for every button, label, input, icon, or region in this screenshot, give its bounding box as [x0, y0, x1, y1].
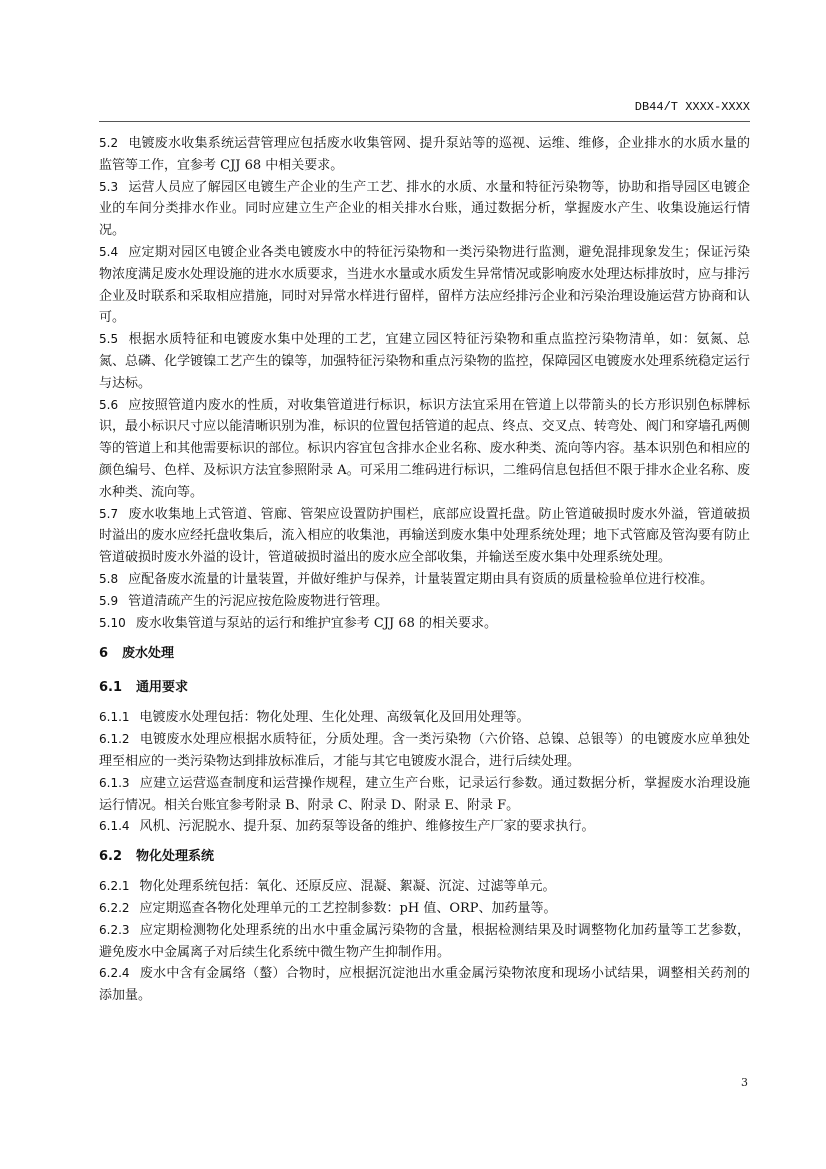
- clause-text: 根据水质特征和电镀废水集中处理的工艺，宜建立园区特征污染物和重点监控污染物清单，如：氨氮、总氮、总磷、化学镀镍工艺产生的镍等，加强特征污染物和重点污染物的监控，保障园区电镀废水处理系统稳定运行与达标。: [99, 332, 750, 391]
- clause-number: 6.2.3: [99, 922, 130, 937]
- clause-6-1-2: [99, 729, 750, 773]
- clause-6-2-1: [99, 876, 750, 898]
- clause-number: 6.1.2: [99, 732, 130, 747]
- clause-5-7: [99, 504, 750, 569]
- section-heading-6: [99, 643, 750, 665]
- clause-5-8: [99, 569, 750, 591]
- heading-number: 6.1: [99, 680, 123, 696]
- clause-text: 风机、污泥脱水、提升泵、加药泵等设备的维护、维修按生产厂家的要求执行。: [139, 819, 595, 835]
- clause-6-1-3: [99, 773, 750, 817]
- subsection-heading-6-1: [99, 677, 750, 699]
- clause-5-2: [99, 133, 750, 177]
- clause-text: 废水收集管道与泵站的运行和维护宜参考 CJJ 68 的相关要求。: [135, 615, 498, 631]
- clause-text: 电镀废水处理应根据水质特征，分质处理。含一类污染物（六价铬、总镍、总银等）的电镀废水应单独处理至相应的一类污染物达到排放标准后，才能与其它电镀废水混合，进行后续处理。: [99, 732, 750, 769]
- subsection-heading-6-2: [99, 846, 750, 868]
- clause-number: 6.1.1: [99, 710, 130, 725]
- clause-5-6: [99, 395, 750, 504]
- clause-text: 废水收集地上式管道、管廊、管架应设置防护围栏，底部应设置托盘。防止管道破损时废水外溢，管道破损时溢出的废水应经托盘收集后，流入相应的收集池，再输送到废水集中处理系统处理；地下式管廊及管沟要有防止管道破损时废水外溢的设计，管道破损时溢出的废水应全部收集，并输送至废水集中处理系统处理。: [99, 506, 750, 566]
- clause-6-1-4: [99, 816, 750, 838]
- clause-text: 应按照管道内废水的性质，对收集管道进行标识，标识方法宜采用在管道上以带箭头的长方形识别色标牌标识，最小标识尺寸应以能清晰识别为准，标识的位置包括管道的起点、终点、交叉点、转弯处、阀门和穿墙孔两侧等的管道上和其他需要标识的部位。标识内容宜包含排水企业名称、废水种类、流向等内容。基本识别色和相应的颜色编号、色样、及标识方法宜参照附录 A。可采用二维码进行标识，二维码信息包括但不限于排水企业名称、废水种类、流向等。: [99, 397, 750, 500]
- clause-text: 电镀废水处理包括：物化处理、生化处理、高级氧化及回用处理等。: [139, 710, 530, 726]
- clause-number: 5.6: [99, 397, 119, 412]
- clause-number: 6.1.3: [99, 775, 130, 790]
- clause-number: 5.7: [99, 506, 119, 521]
- clause-6-2-2: [99, 898, 750, 920]
- heading-text: 通用要求: [136, 680, 189, 696]
- clause-number: 6.2.4: [99, 966, 130, 981]
- clause-text: 物化处理系统包括：氧化、还原反应、混凝、絮凝、沉淀、过滤等单元。: [139, 879, 556, 895]
- clause-number: 5.10: [99, 615, 126, 630]
- clause-5-5: [99, 329, 750, 394]
- clause-6-2-4: [99, 963, 750, 1007]
- heading-text: 物化处理系统: [136, 849, 215, 865]
- document-body: [99, 133, 750, 1007]
- clause-5-10: [99, 613, 750, 635]
- heading-number: 6: [99, 646, 109, 662]
- clause-6-2-3: [99, 920, 750, 964]
- clause-5-4: [99, 242, 750, 329]
- clause-number: 6.1.4: [99, 819, 130, 834]
- clause-number: 5.3: [99, 179, 119, 194]
- heading-number: 6.2: [99, 849, 123, 865]
- clause-6-1-1: [99, 707, 750, 729]
- clause-text: 应建立运营巡查制度和运营操作规程，建立生产台账，记录运行参数。通过数据分析，掌握废水治理设施运行情况。相关台账宜参考附录 B、附录 C、附录 D、附录 E、附录 F。: [99, 775, 750, 813]
- clause-number: 5.4: [99, 244, 119, 259]
- document-code: DB44/T XXXX-XXXX: [634, 100, 750, 114]
- clause-text: 应定期检测物化处理系统的出水中重金属污染物的含量，根据检测结果及时调整物化加药量等工艺参数，避免废水中金属离子对后续生化系统中微生物产生抑制作用。: [99, 922, 750, 960]
- clause-text: 应定期巡查各物化处理单元的工艺控制参数：pH 值、ORP、加药量等。: [139, 900, 557, 916]
- clause-number: 5.8: [99, 571, 119, 586]
- clause-number: 5.9: [99, 593, 119, 608]
- clause-5-9: [99, 591, 750, 613]
- clause-number: 6.2.1: [99, 879, 130, 894]
- clause-text: 运营人员应了解园区电镀生产企业的生产工艺、排水的水质、水量和特征污染物等，协助和指导园区电镀企业的车间分类排水作业。同时应建立生产企业的相关排水台账，通过数据分析，掌握废水产生、收集设施运行情况。: [99, 179, 750, 239]
- clause-text: 管道清疏产生的污泥应按危险废物进行管理。: [128, 593, 389, 609]
- clause-text: 废水中含有金属络（螯）合物时，应根据沉淀池出水重金属污染物浓度和现场小试结果，调整相关药剂的添加量。: [99, 966, 750, 1004]
- header-divider: [99, 121, 750, 122]
- clause-text: 应配备废水流量的计量装置，并做好维护与保养，计量装置定期由具有资质的质量检验单位进行校准。: [128, 571, 714, 587]
- clause-number: 5.2: [99, 136, 119, 150]
- heading-text: 废水处理: [122, 646, 175, 662]
- clause-5-3: [99, 177, 750, 242]
- clause-text: 电镀废水收集系统运营管理应包括废水收集管网、提升泵站等的巡视、运维、维修，企业排水的水质水量的监管等工作，宜参考 CJJ 68 中相关要求。: [99, 136, 750, 173]
- page-number: 3: [741, 1076, 748, 1089]
- clause-number: 6.2.2: [99, 900, 130, 915]
- clause-text: 应定期对园区电镀企业各类电镀废水中的特征污染物和一类污染物进行监测，避免混排现象发生；保证污染物浓度满足废水处理设施的进水水质要求，当进水水量或水质发生异常情况或影响废水处理达标排放时，应与排污企业及时联系和采取相应措施，同时对异常水样进行留样，留样方法应经排污企业和污染治理设施运营方协商和认可。: [99, 244, 750, 326]
- clause-number: 5.5: [99, 332, 119, 347]
